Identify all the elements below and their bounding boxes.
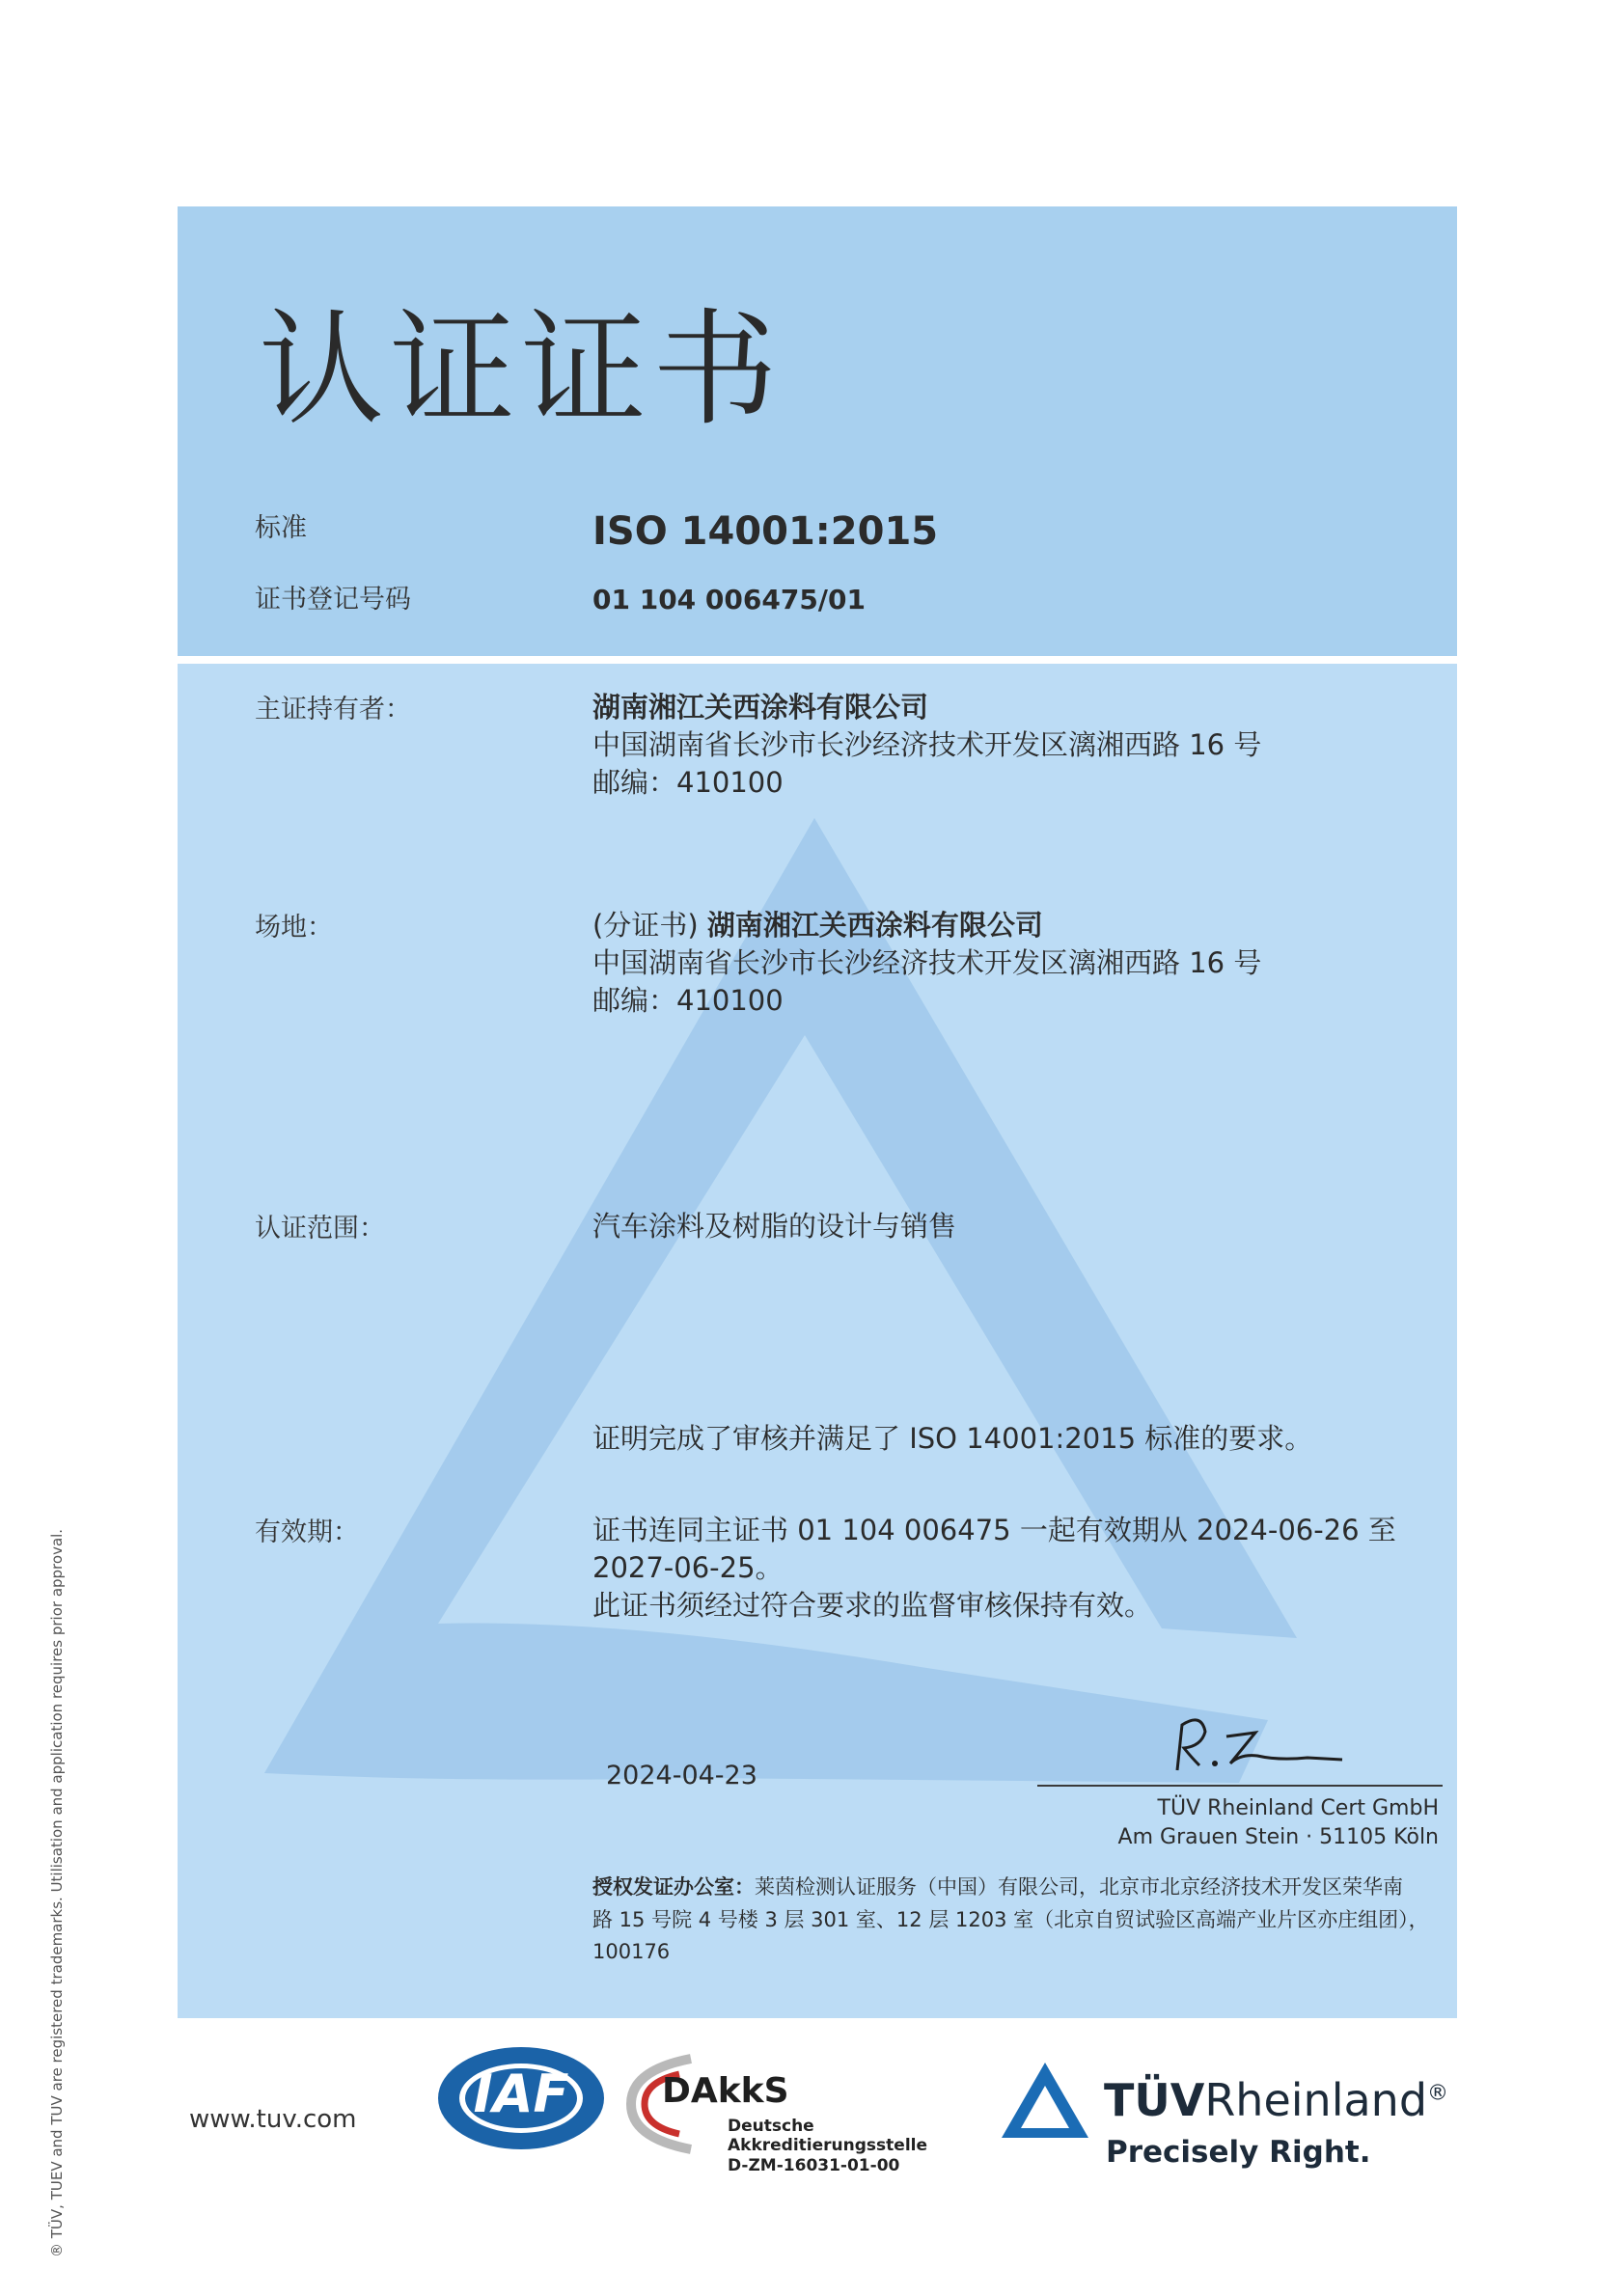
validity-line-2: 2027-06-25。 [592,1551,784,1585]
validity-line-3: 此证书须经过符合要求的监督审核保持有效。 [592,1589,1153,1623]
dakks-name: DAkkS [662,2071,789,2111]
issuer-address: Am Grauen Stein · 51105 Köln [1117,1824,1439,1849]
holder-postal: 邮编：410100 [592,766,784,800]
validity-label: 有效期： [255,1517,359,1547]
office-block [592,1872,1451,1969]
compliance-statement: 证明完成了审核并满足了 ISO 14001:2015 标准的要求。 [592,1422,1313,1455]
scope-value: 汽车涂料及树脂的设计与销售 [592,1210,957,1243]
office-line-3: 100176 [592,1940,671,1964]
holder-label: 主证持有者： [255,695,411,724]
registered-mark: ® [1427,2081,1449,2106]
issuer-name: TÜV Rheinland Cert GmbH [1157,1796,1439,1820]
website-link[interactable]: www.tuv.com [189,2105,357,2134]
dakks-line-2: Akkreditierungsstelle [728,2136,927,2156]
dakks-line-1: Deutsche [728,2117,814,2136]
site-name: 湖南湘江关西涂料有限公司 [706,909,1043,942]
tuv-tagline: Precisely Right. [1106,2135,1371,2170]
dakks-logo [623,2051,927,2176]
validity-block [592,1512,1396,1625]
site-block [592,907,1261,1020]
tuv-triangle-icon [1000,2061,1090,2142]
site-label: 场地： [255,913,333,943]
dakks-code: D-ZM-16031-01-00 [728,2155,900,2175]
site-address: 中国湖南省长沙市长沙经济技术开发区漓湘西路 16 号 [592,946,1262,980]
site-postal: 邮编：410100 [592,984,784,1018]
certificate-title: 认证证书 [259,296,784,443]
iaf-text: IAF [473,2064,569,2124]
tuv-brand [1104,2074,1448,2126]
registration-label: 证书登记号码 [255,585,411,615]
standard-label: 标准 [255,513,307,543]
iaf-logo [436,2045,606,2151]
site-prefix: (分证书) [592,909,699,942]
tuv-brand-bold: TÜV [1104,2074,1205,2126]
office-line-1: 莱茵检测认证服务（中国）有限公司，北京市北京经济技术开发区荣华南 [755,1875,1403,1899]
trademark-note: ® TÜV, TUEV and TUV are registered trademarks. Utilisation and application requires prior approval. [48,1528,66,2257]
issue-date: 2024-04-23 [606,1761,757,1790]
issuer-block [1037,1794,1439,1851]
office-line-2: 路 15 号院 4 号楼 3 层 301 室、12 层 1203 室（北京自贸试验区高端产业片区亦庄组团）， [592,1907,1429,1931]
signature-line [1037,1785,1443,1787]
standard-value: ISO 14001:2015 [592,509,939,554]
holder-name: 湖南湘江关西涂料有限公司 [592,691,929,724]
validity-line-1: 证书连同主证书 01 104 006475 一起有效期从 2024-06-26 至 [592,1514,1396,1546]
holder-block [592,689,1261,802]
scope-label: 认证范围： [255,1214,385,1244]
office-label: 授权发证办公室： [592,1875,755,1899]
signature [1163,1708,1356,1783]
tuv-brand-light: Rheinland [1204,2074,1428,2126]
registration-value: 01 104 006475/01 [592,584,866,615]
holder-address: 中国湖南省长沙市长沙经济技术开发区漓湘西路 16 号 [592,728,1262,762]
